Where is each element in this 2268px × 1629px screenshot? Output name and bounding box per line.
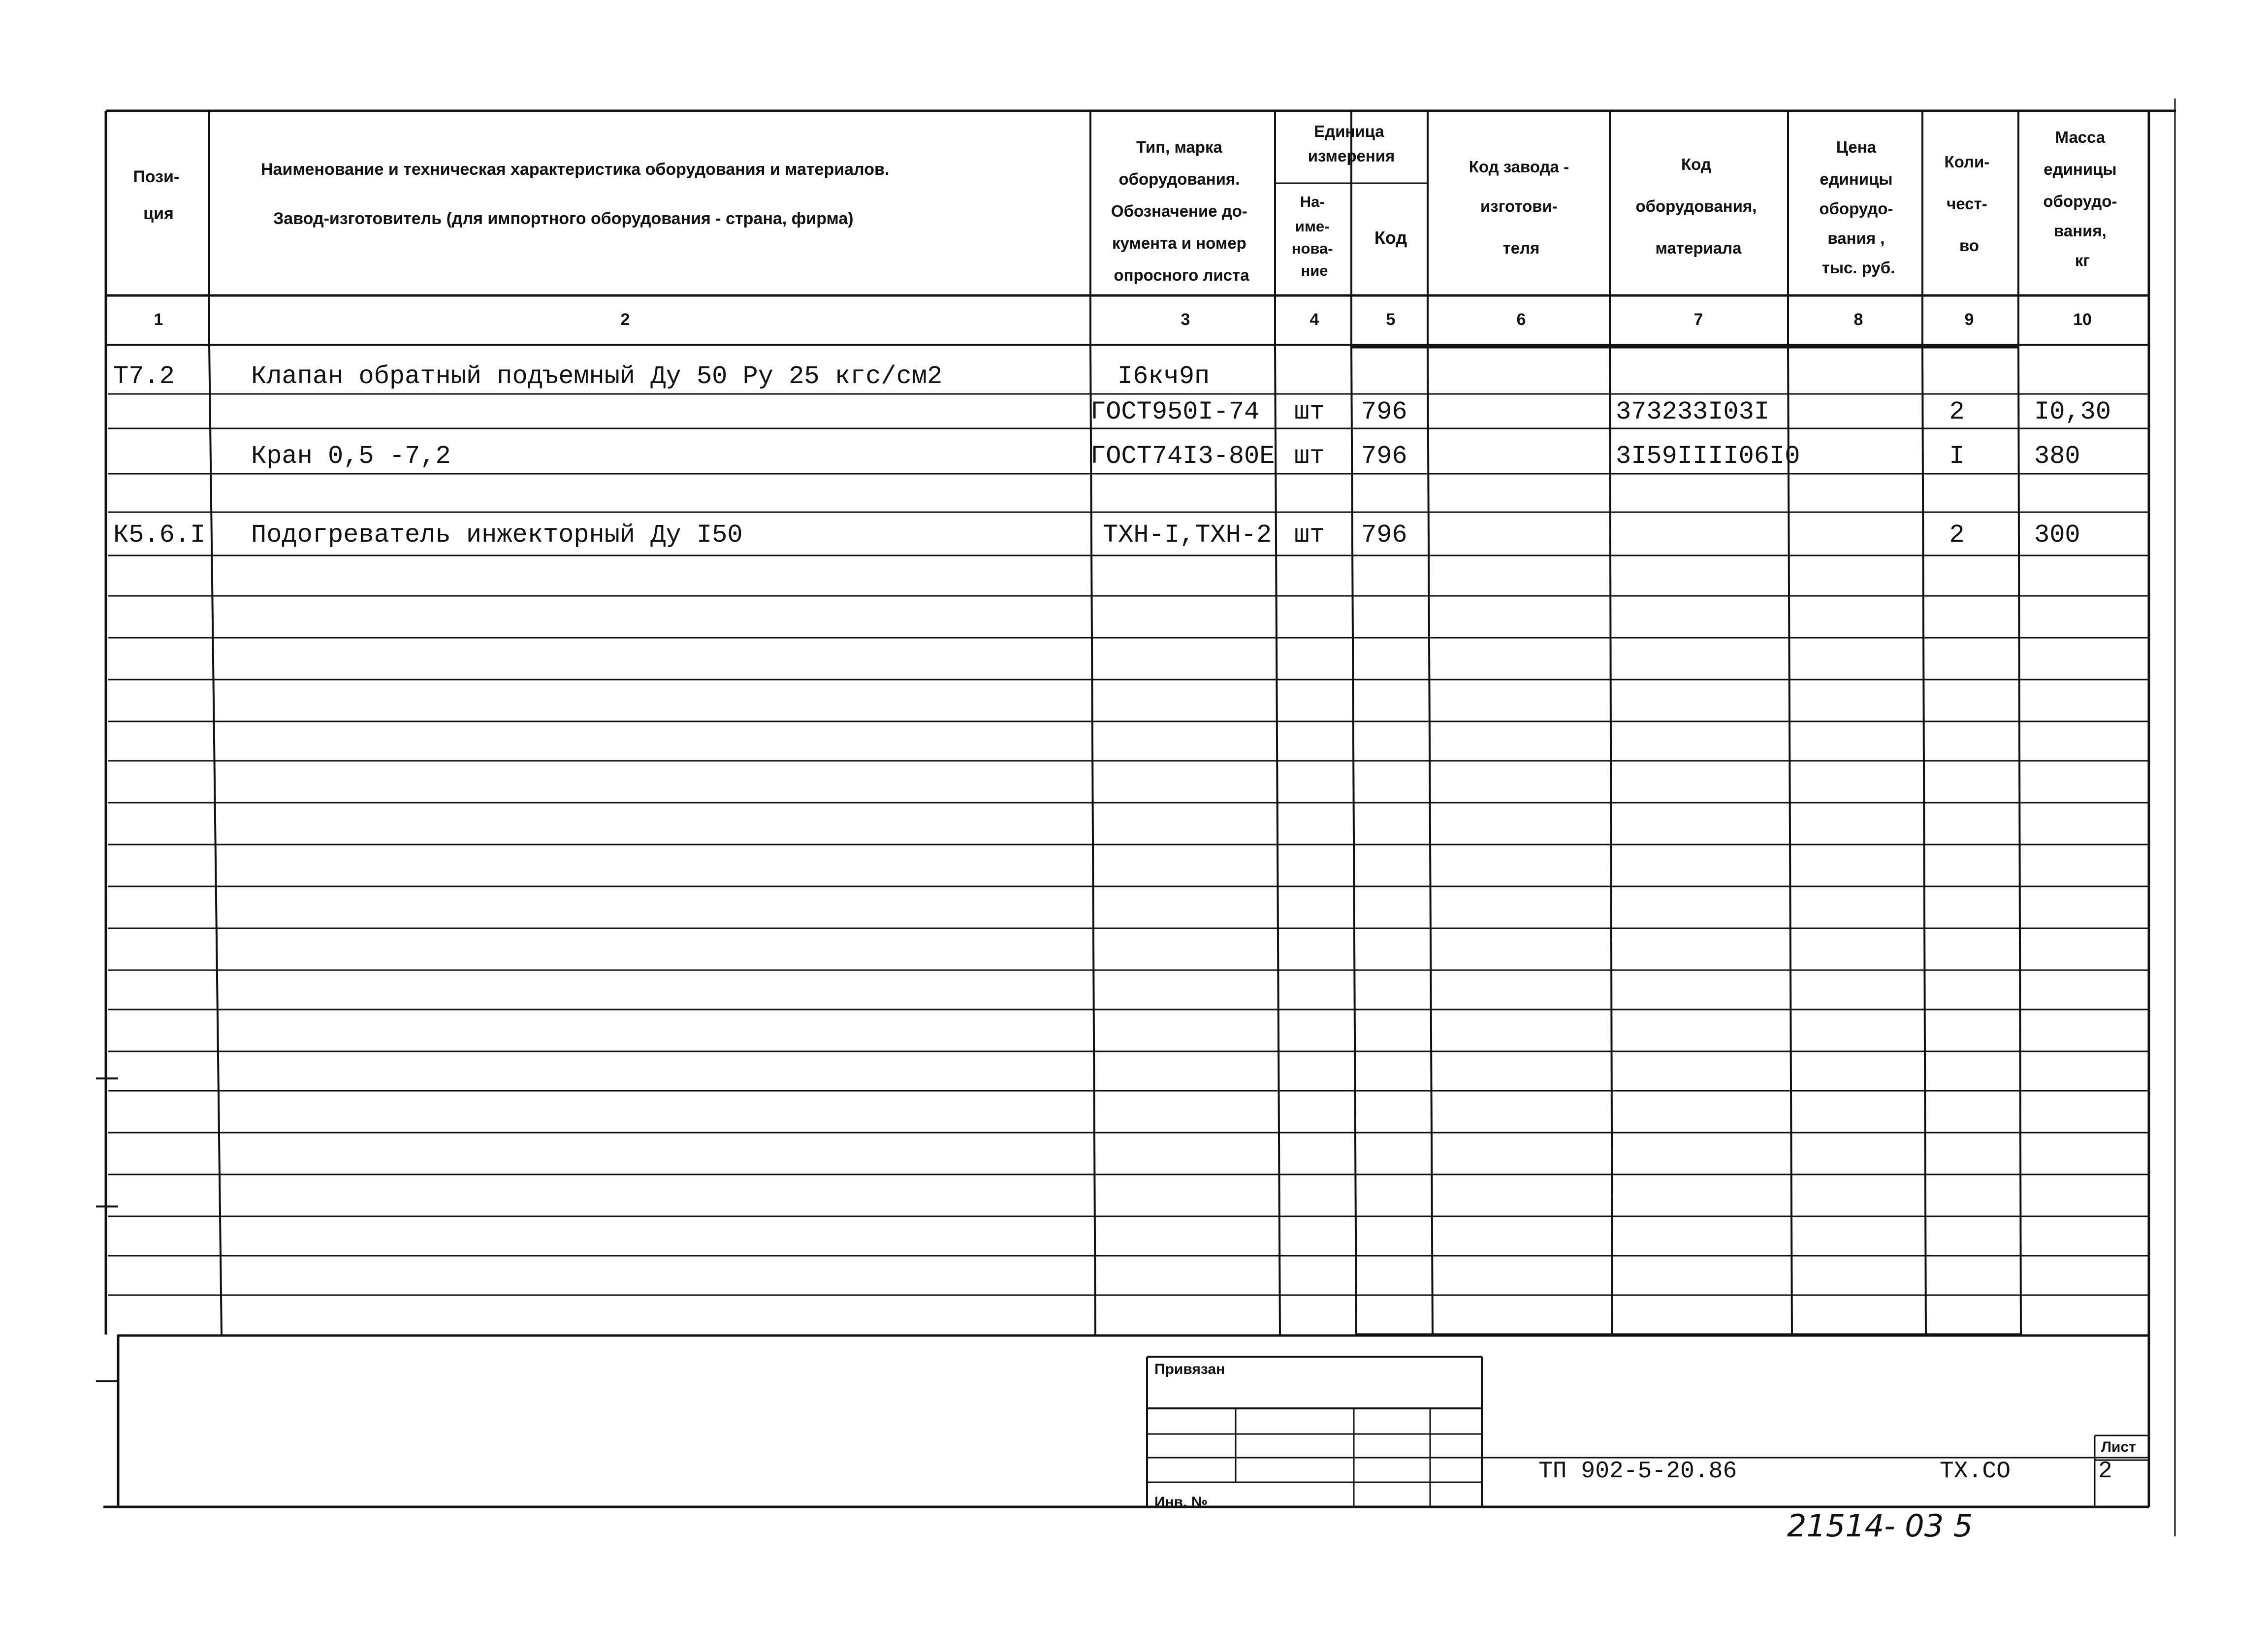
column-number: 10: [2073, 310, 2092, 329]
grid-line: [209, 345, 222, 1335]
column-number: 4: [1310, 310, 1319, 329]
cell-quantity: I: [1949, 442, 1965, 471]
grid-line: [1275, 345, 1280, 1335]
column-number: 2: [620, 310, 630, 329]
cell-unit-code: 796: [1361, 397, 1407, 426]
header-maker-code: Код завода - изготови- теля: [1469, 158, 1569, 257]
header-type: Тип, марка оборудования. Обозначение до- кумента и номер опросного листа: [1111, 138, 1249, 284]
sheet-label: Лист: [2101, 1439, 2136, 1455]
cell-type: ГОСТ950I-74: [1090, 397, 1260, 426]
grid-line: [1351, 345, 1356, 1335]
table-row: [113, 521, 2080, 550]
grid-line: [1428, 345, 1433, 1335]
grid-line: [1922, 345, 1926, 1335]
column-number: 3: [1181, 310, 1190, 329]
grid-line: [1610, 345, 1612, 1335]
cell-name: Клапан обратный подъемный Ду 50 Ру 25 кгс/см2: [251, 362, 943, 391]
column-number: 9: [1964, 310, 1974, 329]
header-unit-mass: Масса единицы оборудо- вания, кг: [2043, 128, 2117, 269]
table-row: [251, 442, 2080, 471]
handwritten-note: 21514- 03 5: [1787, 1508, 1973, 1544]
grid-line: [1788, 345, 1792, 1335]
cell-unit-code: 796: [1361, 442, 1407, 471]
cell-unit: шт: [1294, 397, 1325, 426]
header-unit-code: Код: [1374, 228, 1407, 248]
column-number: 8: [1853, 310, 1863, 329]
sheet-code: ТХ.СО: [1940, 1458, 2011, 1485]
cell-type: ГОСТ74I3-80Е: [1090, 442, 1275, 471]
table-header: [133, 122, 2121, 284]
header-equipment-code: Код оборудования, материала: [1635, 155, 1757, 257]
document-code: ТП 902-5-20.86: [1538, 1458, 1737, 1485]
header-position: Пози- ция: [133, 167, 180, 223]
column-number-row: [154, 310, 2092, 329]
table-grid: [96, 98, 2176, 1536]
sheet-number: 2: [2098, 1458, 2112, 1485]
cell-position: К5.6.I: [113, 521, 206, 550]
cell-quantity: 2: [1949, 397, 1965, 426]
cell-quantity: 2: [1949, 521, 1965, 550]
title-block: [1154, 1361, 2136, 1510]
table-row: [113, 362, 1210, 391]
cell-mass: 380: [2034, 442, 2080, 471]
grid-line: [1090, 345, 1095, 1335]
cell-equipment-code: 373233I03I: [1616, 397, 1770, 426]
table-body: [113, 362, 2111, 550]
cell-mass: 300: [2034, 521, 2080, 550]
cell-unit-code: 796: [1361, 521, 1407, 550]
header-unit-name: На- име- нова- ние: [1291, 193, 1333, 279]
column-number: 1: [154, 310, 163, 329]
table-row: [1090, 397, 2111, 426]
cell-name: Кран 0,5 -7,2: [251, 442, 451, 471]
column-number: 7: [1693, 310, 1703, 329]
cell-unit: шт: [1294, 442, 1325, 471]
header-unit-price: Цена единицы оборудо- вания , тыс. руб.: [1819, 138, 1895, 277]
header-unit-group: Единица измерения: [1308, 122, 1395, 165]
cell-type: I6кч9п: [1118, 362, 1210, 391]
cell-mass: I0,30: [2034, 397, 2111, 426]
column-number: 5: [1386, 310, 1396, 329]
bound-label: Привязан: [1154, 1361, 1225, 1377]
column-number: 6: [1516, 310, 1526, 329]
header-name: Наименование и техническая характеристика оборудования и материалов. Завод-изготовитель (для импортного оборудования - страна, фирма): [261, 160, 890, 228]
cell-type: ТХН-I,ТХН-2: [1103, 521, 1272, 550]
cell-equipment-code: 3I59IIII06I0: [1616, 442, 1800, 471]
header-quantity: Коли- чест- во: [1944, 153, 1990, 255]
cell-position: Т7.2: [113, 362, 175, 391]
cell-unit: шт: [1294, 521, 1325, 550]
inventory-label: Инв. №: [1154, 1494, 1208, 1510]
cell-name: Подогреватель инжекторный Ду I50: [251, 521, 743, 550]
grid-line: [2018, 345, 2021, 1335]
